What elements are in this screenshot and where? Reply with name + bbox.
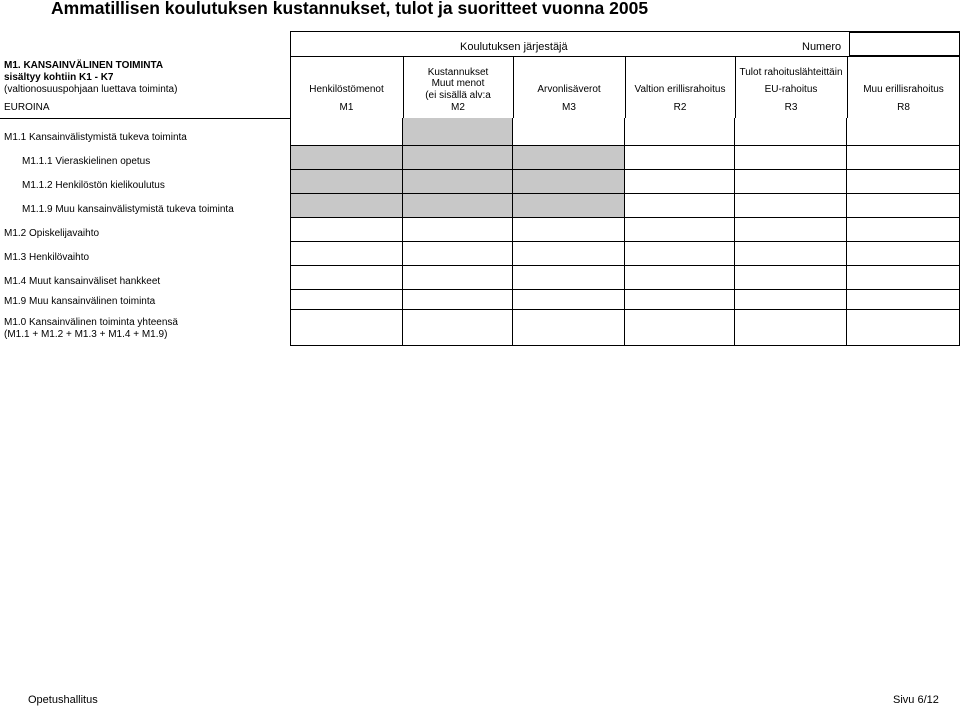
header-divider <box>735 56 736 118</box>
column-code-r8: R8 <box>897 102 910 113</box>
table-cell-r8[interactable] <box>847 218 960 242</box>
row-label: M1.9 Muu kansainvälinen toiminta <box>4 296 156 307</box>
column-code-m3: M3 <box>562 102 576 113</box>
table-cell-r2[interactable] <box>625 118 735 146</box>
table-cell-r8[interactable] <box>847 170 960 194</box>
table-cell-m3[interactable] <box>513 118 625 146</box>
column-header-other-funding: Muu erillisrahoitus <box>863 84 944 95</box>
table-cell-m3[interactable] <box>513 290 625 310</box>
table-cell-r8[interactable] <box>847 310 960 346</box>
section-subtitle: sisältyy kohtiin K1 - K7 <box>4 72 114 83</box>
table-cell-r3[interactable] <box>735 290 847 310</box>
number-input[interactable] <box>849 32 960 56</box>
row-label: M1.4 Muut kansainväliset hankkeet <box>4 276 161 287</box>
table-cell-m1[interactable] <box>290 242 403 266</box>
organizer-label: Koulutuksen järjestäjä <box>460 41 568 53</box>
income-group-label: Tulot rahoituslähteittäin <box>739 67 843 78</box>
table-cell-m2[interactable] <box>403 290 513 310</box>
column-code-r2: R2 <box>673 102 687 113</box>
table-cell-r8[interactable] <box>847 242 960 266</box>
table-cell-m3 <box>513 194 625 218</box>
table-cell-r8[interactable] <box>847 118 960 146</box>
table-cell-m2 <box>403 170 513 194</box>
table-cell-r2[interactable] <box>625 266 735 290</box>
column-code-r3: R3 <box>784 102 798 113</box>
table-cell-m3[interactable] <box>513 218 625 242</box>
table-cell-m3[interactable] <box>513 266 625 290</box>
row-label: M1.2 Opiskelijavaihto <box>4 228 100 239</box>
header-divider <box>625 56 626 118</box>
row-label: M1.0 Kansainvälinen toiminta yhteensä <box>4 317 178 328</box>
table-cell-r3[interactable] <box>735 242 847 266</box>
row-label: M1.1.9 Muu kansainvälistymistä tukeva toiminta <box>22 204 234 215</box>
table-cell-m3 <box>513 170 625 194</box>
table-cell-m1[interactable] <box>290 310 403 346</box>
column-code-m1: M1 <box>339 102 354 113</box>
table-cell-m2[interactable] <box>403 242 513 266</box>
table-cell-m3 <box>513 146 625 170</box>
currency-label: EUROINA <box>4 102 50 113</box>
table-cell-r2[interactable] <box>625 194 735 218</box>
table-cell-m3[interactable] <box>513 310 625 346</box>
table-cell-r2[interactable] <box>625 170 735 194</box>
costs-group-label: Kustannukset <box>427 67 489 78</box>
table-cell-r2[interactable] <box>625 242 735 266</box>
table-cell-m2 <box>403 194 513 218</box>
header-top-line <box>290 31 960 32</box>
header-divider <box>513 56 514 118</box>
column-header-eu-funding: EU-rahoitus <box>764 84 818 95</box>
table-cell-r3[interactable] <box>735 310 847 346</box>
table-cell-m3[interactable] <box>513 242 625 266</box>
table-cell-m1 <box>290 146 403 170</box>
row-label: M1.1.1 Vieraskielinen opetus <box>22 156 151 167</box>
table-cell-r3[interactable] <box>735 170 847 194</box>
table-cell-r8[interactable] <box>847 266 960 290</box>
table-cell-r2[interactable] <box>625 290 735 310</box>
table-cell-m1[interactable] <box>290 118 403 146</box>
row-label: M1.1.2 Henkilöstön kielikoulutus <box>22 180 165 191</box>
column-header-other-costs-note: (ei sisällä alv:a <box>425 90 491 101</box>
table-cell-m1 <box>290 194 403 218</box>
table-cell-r8[interactable] <box>847 146 960 170</box>
footer-page-number: Sivu 6/12 <box>893 694 939 706</box>
table-cell-r3[interactable] <box>735 194 847 218</box>
section-note: (valtionosuuspohjaan luettava toiminta) <box>4 84 178 95</box>
table-cell-m2[interactable] <box>403 266 513 290</box>
table-cell-m1[interactable] <box>290 266 403 290</box>
row-label: M1.3 Henkilövaihto <box>4 252 90 263</box>
page-title: Ammatillisen koulutuksen kustannukset, tulot ja suoritteet vuonna 2005 <box>51 0 649 18</box>
column-header-state-funding: Valtion erillisrahoitus <box>634 84 726 95</box>
row-label: M1.1 Kansainvälistymistä tukeva toiminta <box>4 132 187 143</box>
table-cell-r3[interactable] <box>735 218 847 242</box>
column-header-staff-costs: Henkilöstömenot <box>309 84 384 95</box>
table-cell-m2[interactable] <box>403 218 513 242</box>
table-cell-r8[interactable] <box>847 290 960 310</box>
column-header-vat: Arvonlisäverot <box>537 84 601 95</box>
column-header-other-costs: Muut menot <box>431 78 485 89</box>
table-cell-m2 <box>403 146 513 170</box>
table-cell-m1[interactable] <box>290 290 403 310</box>
table-cell-m1[interactable] <box>290 218 403 242</box>
table-cell-r2[interactable] <box>625 310 735 346</box>
header-left-line <box>290 31 291 118</box>
row-label-formula: (M1.1 + M1.2 + M1.3 + M1.4 + M1.9) <box>4 329 168 340</box>
footer-publisher: Opetushallitus <box>28 694 98 706</box>
header-divider <box>847 56 848 118</box>
header-divider <box>403 56 404 118</box>
table-cell-r3[interactable] <box>735 118 847 146</box>
column-code-m2: M2 <box>451 102 465 113</box>
number-label: Numero <box>802 41 842 53</box>
table-cell-r2[interactable] <box>625 218 735 242</box>
table-cell-m2 <box>403 118 513 146</box>
section-title: M1. KANSAINVÄLINEN TOIMINTA <box>4 60 164 71</box>
table-cell-r8[interactable] <box>847 194 960 218</box>
table-cell-r2[interactable] <box>625 146 735 170</box>
table-cell-r3[interactable] <box>735 266 847 290</box>
table-cell-m2[interactable] <box>403 310 513 346</box>
table-cell-r3[interactable] <box>735 146 847 170</box>
table-cell-m1 <box>290 170 403 194</box>
